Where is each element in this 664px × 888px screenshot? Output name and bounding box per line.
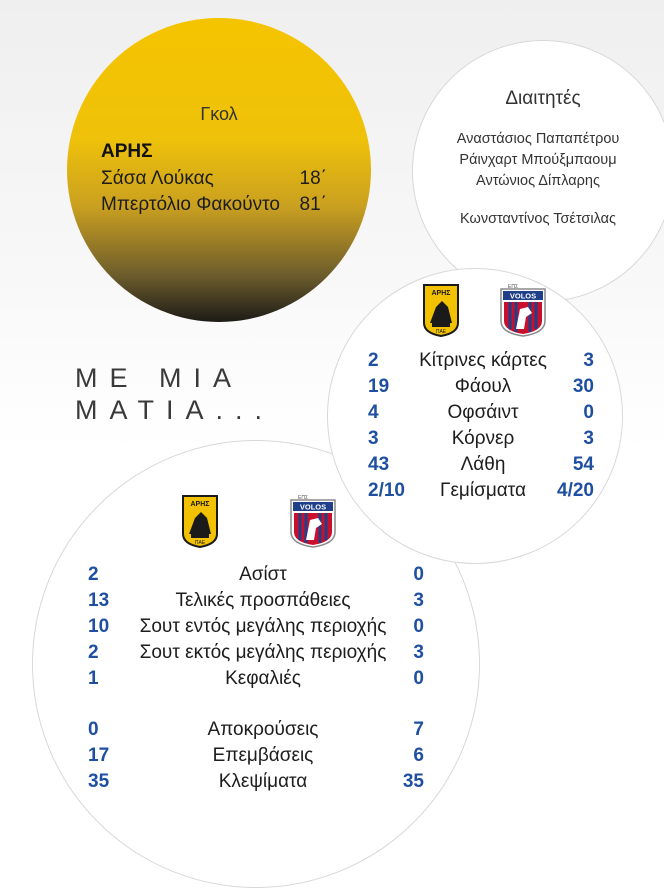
stat-row (368, 349, 594, 373)
goal-minute: 18΄ (299, 168, 327, 189)
stat-away-value: 4/20 (557, 480, 594, 501)
stat-away-value: 3 (583, 428, 594, 449)
stat-away-value: 30 (572, 376, 594, 397)
referees-title: Διαιτητές (505, 88, 581, 109)
stat-home-value: 4 (368, 402, 379, 423)
stat-label: Επεμβάσεις (212, 745, 314, 766)
stat-away-value: 3 (583, 350, 594, 371)
stat-row (88, 718, 424, 742)
referee-name: Ράινχαρτ Μπούξμπαουμ (459, 152, 617, 168)
stat-home-value: 2 (88, 564, 99, 585)
stat-label: Αποκρούσεις (207, 719, 319, 740)
goals-team: ΑΡΗΣ (101, 141, 153, 162)
stat-row (88, 563, 424, 587)
stat-home-value: 13 (88, 590, 110, 611)
goals-title: Γκολ (200, 104, 238, 124)
referees-circle (412, 40, 664, 302)
volos-logo-text: VOLOS (509, 291, 537, 301)
fourth-official-name: Κωνσταντίνος Τσέτσιλας (460, 211, 616, 227)
stat-row (368, 427, 594, 451)
aris-logo-icon (181, 494, 219, 548)
volos-logo-sub: ΕΠΣ (508, 284, 519, 290)
stat-label: Ασίστ (239, 564, 287, 585)
stat-row (88, 589, 424, 613)
goal-row (101, 168, 327, 190)
stat-label: Φάουλ (454, 376, 512, 397)
volos-logo-text: VOLOS (299, 502, 327, 512)
stat-home-value: 10 (88, 616, 110, 637)
stat-away-value: 0 (413, 616, 424, 637)
stat-label: Τελικές προσπάθειες (175, 590, 351, 611)
stat-label: Σουτ εντός μεγάλης περιοχής (139, 616, 387, 637)
stat-row (88, 744, 424, 768)
stat-row (368, 453, 594, 477)
stat-away-value: 3 (413, 590, 424, 611)
stat-away-value: 6 (413, 745, 424, 766)
scorer-name: Σάσα Λούκας (101, 168, 214, 189)
aris-logo-sub: ΠΑΕ (435, 329, 447, 335)
stat-row (368, 375, 594, 399)
referee-name: Αντώνιος Δίπλαρης (476, 173, 600, 189)
stat-away-value: 3 (413, 642, 424, 663)
stat-away-value: 0 (413, 564, 424, 585)
stat-home-value: 17 (88, 745, 110, 766)
volos-logo-sub: ΕΠΣ (298, 495, 309, 501)
stat-row (368, 479, 594, 503)
aris-logo-text: ΑΡΗΣ (190, 501, 210, 508)
stat-home-value: 35 (88, 771, 110, 792)
stat-row (88, 641, 424, 665)
stat-home-value: 2/10 (368, 480, 405, 501)
goal-minute: 81΄ (299, 194, 327, 215)
referee-name: Αναστάσιος Παπαπέτρου (456, 131, 620, 147)
stat-row (368, 401, 594, 425)
stat-away-value: 0 (413, 668, 424, 689)
scorer-name: Μπερτόλιο Φακούντο (101, 194, 280, 215)
stat-away-value: 35 (402, 771, 424, 792)
volos-logo-icon (288, 494, 338, 548)
aris-logo-text: ΑΡΗΣ (431, 290, 451, 297)
stat-row (88, 770, 424, 794)
goal-row (101, 194, 327, 216)
stat-away-value: 54 (572, 454, 594, 475)
aris-logo-sub: ΠΑΕ (194, 540, 206, 546)
stat-label: Οφσάιντ (447, 402, 519, 423)
stat-label: Κίτρινες κάρτες (419, 350, 547, 371)
stat-label: Κλεψίματα (218, 771, 308, 792)
stat-row (88, 615, 424, 639)
stat-label: Κόρνερ (451, 428, 515, 449)
stat-home-value: 3 (368, 428, 379, 449)
stat-label: Γεμίσματα (440, 480, 526, 501)
slogan-line1: ΜΕ ΜΙΑ (75, 363, 244, 393)
stat-home-value: 1 (88, 668, 99, 689)
stat-label: Σουτ εκτός μεγάλης περιοχής (139, 642, 387, 663)
stat-row (88, 667, 424, 691)
slogan-line2: ΜΑΤΙΑ... (75, 395, 275, 425)
stat-home-value: 19 (368, 376, 390, 397)
stat-away-value: 7 (413, 719, 424, 740)
stat-home-value: 2 (88, 642, 99, 663)
stat-home-value: 0 (88, 719, 99, 740)
stat-home-value: 2 (368, 350, 379, 371)
stat-label: Λάθη (460, 454, 506, 475)
stat-label: Κεφαλιές (225, 668, 301, 689)
stat-home-value: 43 (368, 454, 390, 475)
volos-logo-icon (498, 283, 548, 337)
stat-away-value: 0 (583, 402, 594, 423)
aris-logo-icon (422, 283, 460, 337)
